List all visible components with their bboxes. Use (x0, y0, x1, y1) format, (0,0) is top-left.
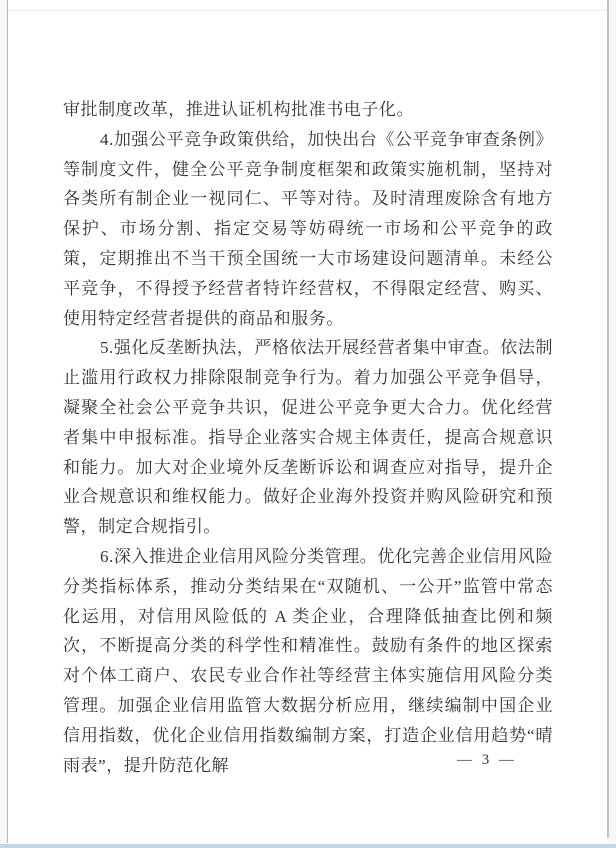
paragraph-item-4: 4.加强公平竞争政策供给，加快出台《公平竞争审查条例》等制度文件，健全公平竞争制度框架和政策实施机制，坚持对各类所有制企业一视同仁、平等对待。及时清理废除含有地方保护、市场分割、指定交易等妨碍统一市场和公平竞争的政策，定期推出不当干预全国统一大市场建设问题清单。未经公平竞争，不得授予经营者特许经营权，不得限定经营、购买、使用特定经营者提供的商品和服务。 (63, 129, 553, 328)
document-body (63, 95, 553, 780)
page-number: — 3 — (457, 752, 517, 768)
paragraph-item-5: 5.强化反垄断执法，严格依法开展经营者集中审查。依法制止滥用行政权力排除限制竞争行为。着力加强公平竞争倡导，凝聚全社会公平竞争共识，促进公平竞争更大合力。优化经营者集中申报标准。指导企业落实合规主体责任，提高合规意识和能力。加大对企业境外反垄断诉讼和调查应对指导，提升企业合规意识和维权能力。做好企业海外投资并购风险研究和预警，制定合规指引。 (63, 338, 553, 537)
scan-margin-right (609, 0, 616, 848)
scan-bottom-edge-line (0, 844, 616, 848)
paragraph-item-6: 6.深入推进企业信用风险分类管理。优化完善企业信用风险分类指标体系，推动分类结果在“双随机、一公开”监管中常态化运用，对信用风险低的 A 类企业，合理降低抽查比例和频次，不断提高分类的科学性和精准性。鼓励有条件的地区探索对个体工商户、农民专业合作社等经营主体实施信用风险分类管理。加强企业信用监管大数据分析应用，继续编制中国企业信用指数，优化企业信用指数编制方案，打造企业信用趋势“晴雨表”，提升防范化解 (63, 546, 553, 775)
scan-right-edge-line (607, 0, 609, 838)
scan-left-edge-line (7, 0, 8, 843)
scan-margin-left (0, 0, 7, 848)
paragraph-continued: 审批制度改革，推进认证机构批准书电子化。 (63, 100, 414, 119)
scan-top-edge-line (8, 10, 607, 11)
